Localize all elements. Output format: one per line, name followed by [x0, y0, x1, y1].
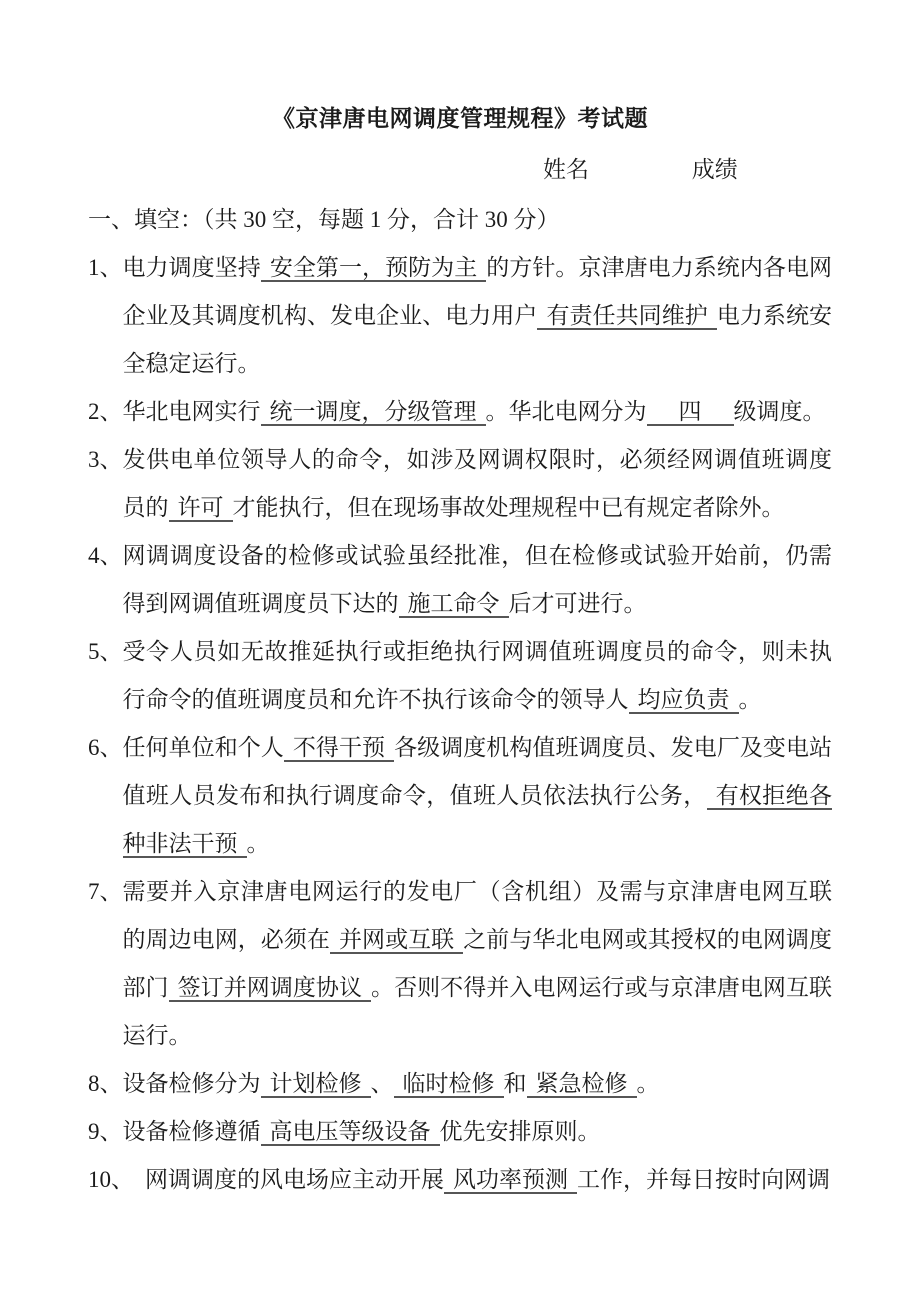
- answer-blank: 有责任共同维护: [537, 303, 716, 330]
- answer-blank: 并网或互联: [330, 927, 463, 954]
- question-text: [123, 628, 833, 724]
- question-3: [88, 436, 832, 532]
- answer-blank: 许可: [169, 495, 233, 522]
- question-10: [88, 1156, 832, 1204]
- question-text: [123, 436, 833, 532]
- question-number: 8、: [88, 1071, 123, 1096]
- question-segment: 各级调度机构值班调度员、发电厂及变电站值班人员发布和执行调度命令，值班人员依法执行公务，: [122, 735, 833, 808]
- question-segment: 设备检修分为: [122, 1071, 261, 1096]
- question-text: [123, 1060, 833, 1108]
- question-segment: 和: [503, 1071, 527, 1096]
- question-number: 4、: [88, 543, 123, 568]
- question-segment: 发供电单位领导人的命令，如涉及网调权限时，必须经网调值班调度员的: [122, 447, 832, 520]
- answer-blank: 施工命令: [399, 591, 509, 618]
- question-segment: 工作，并每日按时向网调: [577, 1167, 830, 1192]
- question-number: 6、: [88, 735, 123, 760]
- question-6: [88, 724, 832, 868]
- question-segment: 、: [370, 1071, 394, 1096]
- question-segment: 。: [738, 687, 762, 712]
- question-segment: 的方针。京津唐电力系统内各电网企业及其调度机构、发电企业、电力用户: [122, 255, 833, 328]
- question-list: [88, 244, 832, 1204]
- question-text: [145, 1156, 832, 1204]
- question-text: [123, 244, 833, 388]
- question-segment: 任何单位和个人: [122, 735, 284, 760]
- question-number: 9、: [88, 1119, 123, 1144]
- question-number: 3、: [88, 447, 123, 472]
- question-text: [123, 868, 833, 1060]
- name-score-row: [88, 146, 832, 194]
- answer-blank: 安全第一，预防为主: [261, 255, 486, 282]
- question-segment: 优先安排原则。: [439, 1119, 601, 1144]
- question-text: [123, 532, 833, 628]
- section-heading-fill-in-blanks: [88, 196, 832, 244]
- question-segment: 后才可进行。: [508, 591, 647, 616]
- answer-blank: 高电压等级设备: [261, 1119, 440, 1146]
- question-segment: 设备检修遵循: [122, 1119, 261, 1144]
- question-segment: 电力系统安全稳定运行。: [122, 303, 833, 376]
- question-8: [88, 1060, 832, 1108]
- question-text: [123, 724, 833, 868]
- answer-blank: 统一调度，分级管理: [261, 399, 486, 426]
- question-number: 10、: [88, 1167, 134, 1192]
- question-number: 1、: [88, 255, 123, 280]
- answer-blank: 计划检修: [261, 1071, 371, 1098]
- question-segment: 华北电网实行: [122, 399, 261, 424]
- question-text: [123, 388, 833, 436]
- question-segment: 级调度。: [733, 399, 826, 424]
- question-segment: 受令人员如无故推延执行或拒绝执行网调值班调度员的命令，则未执行命令的值班调度员和允许不执行该命令的领导人: [122, 639, 832, 712]
- question-segment: 。: [246, 831, 270, 856]
- answer-blank: 紧急检修: [527, 1071, 637, 1098]
- section-marker: 一、: [88, 207, 134, 232]
- question-number: 7、: [88, 879, 123, 904]
- question-segment: 网调调度的风电场应主动开展: [145, 1167, 444, 1192]
- name-label: 姓名: [543, 157, 589, 182]
- question-segment: 网调调度设备的检修或试验虽经批准，但在检修或试验开始前，仍需得到网调值班调度员下达的: [122, 543, 832, 616]
- question-4: [88, 532, 832, 628]
- answer-blank: 临时检修: [394, 1071, 504, 1098]
- question-2: [88, 388, 832, 436]
- question-7: [88, 868, 832, 1060]
- answer-blank: 均应负责: [629, 687, 739, 714]
- question-5: [88, 628, 832, 724]
- section-heading-text: 填空：（共 30 空，每题 1 分，合计 30 分）: [134, 207, 560, 232]
- question-segment: 之前与华北电网或其授权的电网调度部门: [122, 927, 833, 1000]
- document-title: 《京津唐电网调度管理规程》考试题: [272, 106, 648, 131]
- question-segment: 电力调度坚持: [122, 255, 261, 280]
- question-segment: 。: [636, 1071, 660, 1096]
- answer-blank: 四: [647, 399, 734, 426]
- question-1: [88, 244, 832, 388]
- question-segment: 。华北电网分为: [485, 399, 647, 424]
- question-9: [88, 1108, 832, 1156]
- answer-blank: 不得干预: [284, 735, 394, 762]
- question-number: 2、: [88, 399, 123, 424]
- question-text: [123, 1108, 833, 1156]
- question-segment: 需要并入京津唐电网运行的发电厂（含机组）及需与京津唐电网互联的周边电网，必须在: [122, 879, 832, 952]
- answer-blank: 风功率预测: [444, 1167, 577, 1194]
- question-segment: 。否则不得并入电网运行或与京津唐电网互联运行。: [122, 975, 833, 1048]
- answer-blank: 有权拒绝各种非法干预: [122, 783, 833, 856]
- question-number: 5、: [88, 639, 123, 664]
- question-segment: 才能执行，但在现场事故处理规程中已有规定者除外。: [232, 495, 785, 520]
- answer-blank: 签订并网调度协议: [169, 975, 371, 1002]
- score-label: 成绩: [691, 157, 738, 182]
